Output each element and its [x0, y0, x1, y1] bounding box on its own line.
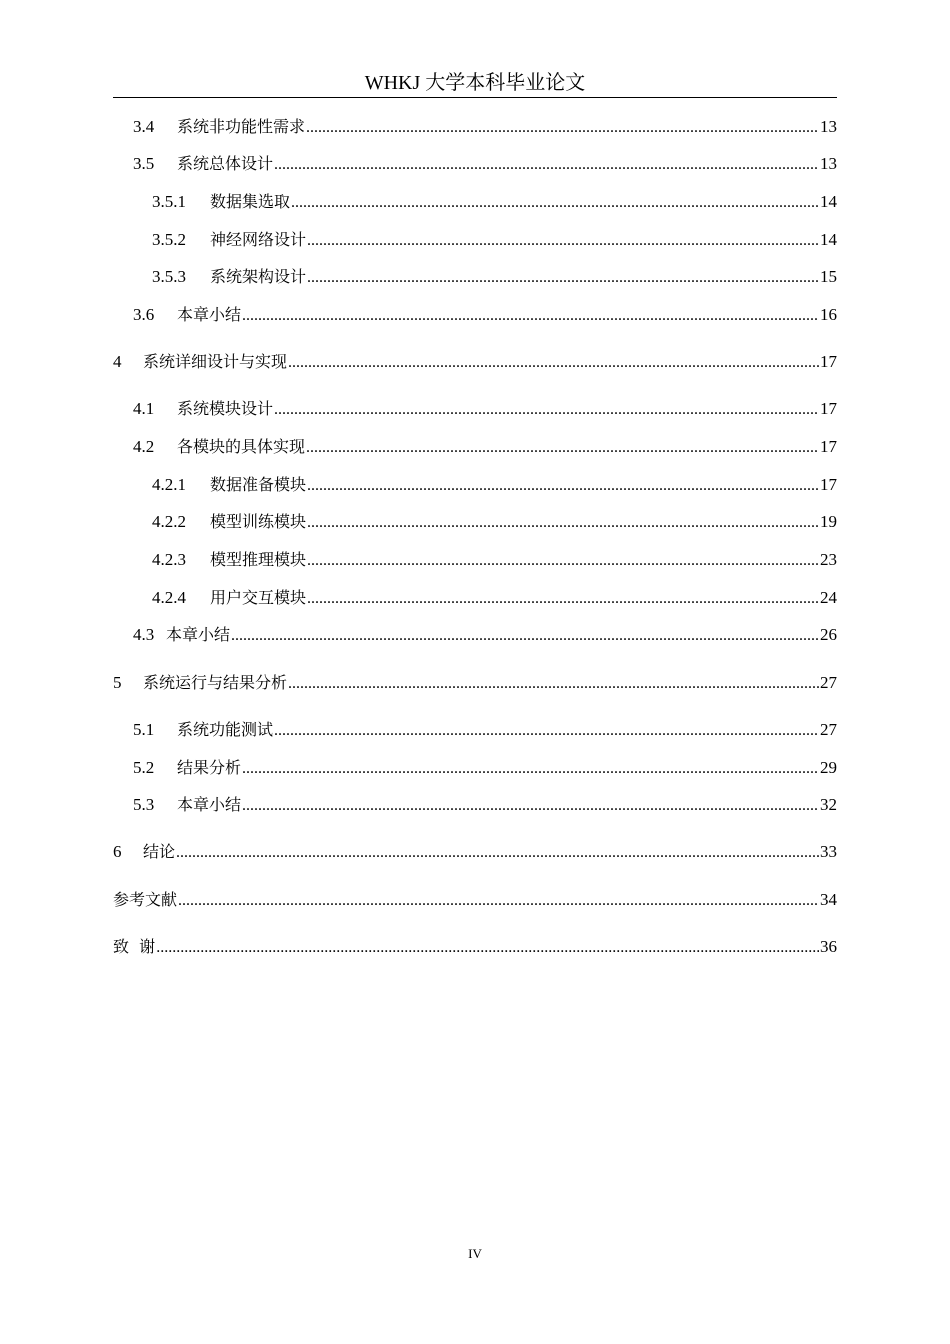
- toc-entry-number: 3.5.2: [152, 230, 186, 249]
- toc-entry-leader: [156, 933, 819, 963]
- toc-entry-title: 本章小结: [177, 305, 242, 324]
- toc-entry-title: 数据集选取: [210, 192, 291, 211]
- toc-entry-title: 结果分析: [177, 758, 242, 777]
- toc-entry[interactable]: [152, 225, 837, 255]
- toc-entry-page: 17: [820, 475, 837, 494]
- toc-entry-page: 15: [820, 267, 837, 286]
- toc-entry-page: 33: [820, 842, 837, 861]
- toc-entry-page: 26: [820, 625, 837, 644]
- toc-entry-number: 4: [113, 352, 122, 371]
- toc-entry-title: 系统非功能性需求: [177, 117, 306, 136]
- toc-entry-number: 3.4: [133, 117, 155, 136]
- toc-entry-leader: [178, 886, 819, 916]
- toc-entry[interactable]: [133, 715, 837, 745]
- toc-entry-title: 数据准备模块: [210, 475, 307, 494]
- toc-entry-title: 本章小结: [166, 625, 231, 644]
- toc-entry-number: 4.3: [133, 625, 155, 644]
- toc-entry-title: 本章小结: [177, 795, 242, 814]
- toc-entry[interactable]: [113, 668, 837, 698]
- toc-entry-number: 5.3: [133, 795, 155, 814]
- toc-entry-leader: [242, 791, 819, 821]
- toc-entry-page: 27: [820, 673, 837, 692]
- toc-entry-leader: [306, 433, 819, 463]
- toc-entry-page: 14: [820, 192, 837, 211]
- toc-entry[interactable]: [133, 790, 837, 820]
- toc-entry-title: 系统详细设计与实现: [143, 352, 288, 371]
- toc-entry-page: 32: [820, 795, 837, 814]
- toc-entry-page: 24: [820, 588, 837, 607]
- toc-entry-title: 神经网络设计: [210, 230, 307, 249]
- toc-entry-leader: [307, 584, 819, 614]
- toc-entry-leader: [307, 263, 819, 293]
- toc-entry-number: 5.2: [133, 758, 155, 777]
- toc-entry-leader: [288, 348, 819, 378]
- toc-entry-leader: [291, 188, 819, 218]
- toc-entry-title: 各模块的具体实现: [177, 437, 306, 456]
- toc-entry-page: 17: [820, 399, 837, 418]
- toc-entry-title: 模型训练模块: [210, 512, 307, 531]
- toc-entry-page: 27: [820, 720, 837, 739]
- toc-entry-page: 17: [820, 352, 837, 371]
- toc-entry-page: 23: [820, 550, 837, 569]
- toc-entry-number: 4.2: [133, 437, 155, 456]
- toc-entry-title: 结论: [143, 842, 176, 861]
- toc-entry-number: 3.5.3: [152, 267, 186, 286]
- toc-entry-number: 3.5.1: [152, 192, 186, 211]
- toc-entry[interactable]: [152, 583, 837, 613]
- toc-entry[interactable]: [133, 753, 837, 783]
- toc-entry-number: 4.2.1: [152, 475, 186, 494]
- toc-entry[interactable]: [133, 300, 837, 330]
- toc-entry[interactable]: [152, 187, 837, 217]
- page-number: IV: [468, 1246, 482, 1261]
- toc-entry-leader: [242, 301, 819, 331]
- toc-entry-leader: [274, 150, 819, 180]
- toc-entry-page: 13: [820, 117, 837, 136]
- toc-entry-page: 36: [820, 937, 837, 956]
- toc-entry-leader: [307, 226, 819, 256]
- toc-entry-number: 3.6: [133, 305, 155, 324]
- toc-entry-page: 34: [820, 890, 837, 909]
- toc-entry-leader: [288, 669, 819, 699]
- toc-entry-title: 模型推理模块: [210, 550, 307, 569]
- running-header: WHKJ 大学本科毕业论文: [364, 72, 586, 94]
- toc-entry-number: 5.1: [133, 720, 155, 739]
- toc-entry-page: 13: [820, 154, 837, 173]
- toc-entry-page: 19: [820, 512, 837, 531]
- toc-entry-title: 参考文献: [113, 890, 178, 909]
- toc-entry-number: 4.1: [133, 399, 155, 418]
- toc-entry-leader: [242, 754, 819, 784]
- toc-entry-number: 5: [113, 673, 122, 692]
- toc-entry-number: 4.2.4: [152, 588, 186, 607]
- toc-entry-title: 系统架构设计: [210, 267, 307, 286]
- toc-entry-page: 17: [820, 437, 837, 456]
- toc-entry-title: 系统运行与结果分析: [143, 673, 288, 692]
- toc-entry-leader: [274, 395, 819, 425]
- toc-entry-page: 29: [820, 758, 837, 777]
- toc-entry-page: 14: [820, 230, 837, 249]
- toc-entry-number: 4.2.3: [152, 550, 186, 569]
- toc-entry-page: 16: [820, 305, 837, 324]
- toc-entry-leader: [274, 716, 819, 746]
- toc-entry[interactable]: [133, 112, 837, 142]
- header-rule: [113, 97, 837, 98]
- toc-entry-number: 6: [113, 842, 122, 861]
- toc-entry[interactable]: [152, 262, 837, 292]
- toc-entry-leader: [307, 546, 819, 576]
- toc-entry-leader: [231, 621, 819, 651]
- toc-entry-leader: [307, 508, 819, 538]
- toc-entry[interactable]: [152, 507, 837, 537]
- toc-entry[interactable]: [113, 837, 837, 867]
- toc-entry[interactable]: [133, 394, 837, 424]
- toc-entry-title: 用户交互模块: [210, 588, 307, 607]
- toc-entry-title: 系统功能测试: [177, 720, 274, 739]
- toc-entry[interactable]: [152, 545, 837, 575]
- toc-entry[interactable]: [113, 885, 837, 915]
- toc-entry-leader: [306, 113, 819, 143]
- toc-entry[interactable]: [152, 470, 837, 500]
- toc-entry[interactable]: [113, 932, 837, 962]
- toc-entry[interactable]: [113, 347, 837, 377]
- toc-entry-title: 系统模块设计: [177, 399, 274, 418]
- toc-entry-number: 3.5: [133, 154, 155, 173]
- toc-entry[interactable]: [133, 149, 837, 179]
- toc-entry-leader: [176, 838, 819, 868]
- toc-entry[interactable]: [133, 432, 837, 462]
- toc-entry-title: 系统总体设计: [177, 154, 274, 173]
- toc-entry[interactable]: [133, 620, 837, 650]
- toc-entry-number: 4.2.2: [152, 512, 186, 531]
- toc-entry-leader: [307, 471, 819, 501]
- toc-entry-title: 致 谢: [113, 937, 156, 956]
